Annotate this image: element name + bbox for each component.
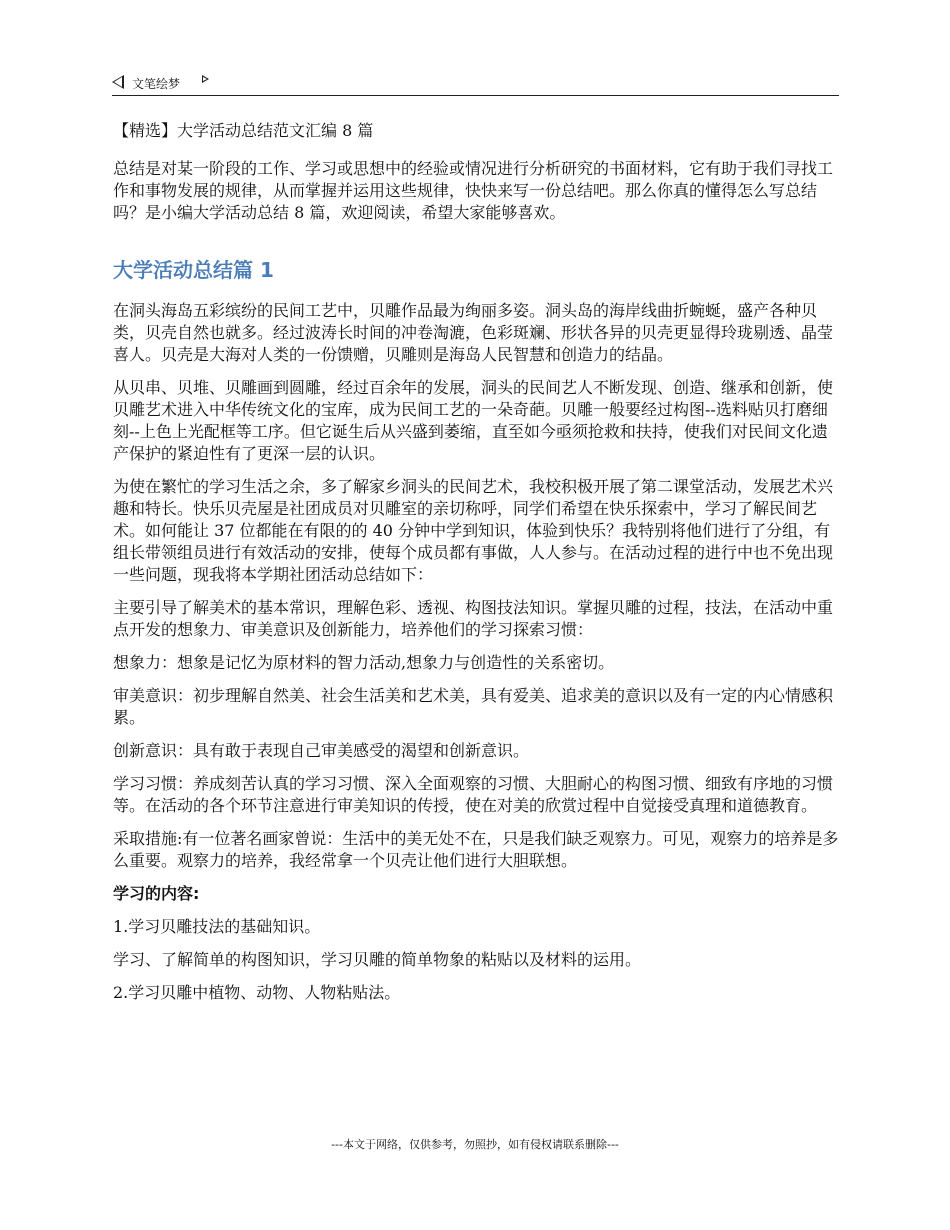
triangle-left-icon (112, 75, 124, 89)
document-body (113, 120, 843, 1015)
page-header (112, 70, 839, 96)
list-item: 学习、了解简单的构图知识，学习贝雕的简单物象的粘贴以及材料的运用。 (113, 950, 642, 969)
subheading: 学习的内容: (113, 884, 200, 903)
header-brand: 文笔绘梦 (132, 77, 181, 91)
paragraph: 审美意识：初步理解自然美、社会生活美和艺术美，具有爱美、追求美的意识以及有一定的内心情感积累。 (113, 686, 834, 727)
list-item: 2.学习贝雕中植物、动物、人物粘贴法。 (113, 983, 401, 1002)
section-heading: 大学活动总结篇 1 (113, 258, 274, 282)
paragraph: 为使在繁忙的学习生活之余，多了解家乡洞头的民间艺术，我校积极开展了第二课堂活动，发展艺术兴趣和特长。快乐贝壳屋是社团成员对贝雕室的亲切称呼，同学们希望在快乐探索中，学习了解民间艺术。如何能让 37 位都能在有限的的 40 分钟中学到知识，体验到快乐？我特别将他们进行了分组，有组长带领组员进行有效活动的安排，使每个成员都有事做，人人参与。在活动过程的进行中也不免出现一些问题，现我将本学期社团活动总结如下： (113, 477, 834, 584)
footer-notice: ---本文于网络，仅供参考，勿照抄，如有侵权请联系删除--- (331, 1138, 619, 1151)
paragraph: 主要引导了解美术的基本常识，理解色彩、透视、构图技法知识。掌握贝雕的过程，技法，在活动中重点开发的想象力、审美意识及创新能力，培养他们的学习探索习惯： (113, 598, 834, 639)
intro-paragraph: 总结是对某一阶段的工作、学习或思想中的经验或情况进行分析研究的书面材料，它有助于我们寻找工作和事物发展的规律，从而掌握并运用这些规律，快快来写一份总结吧。那么你真的懂得怎么写总结吗？是小编大学活动总结 8 篇，欢迎阅读，希望大家能够喜欢。 (113, 159, 834, 222)
paragraph: 采取措施:有一位著名画家曾说：生活中的美无处不在，只是我们缺乏观察力。可见，观察力的培养是多么重要。观察力的培养，我经常拿一个贝壳让他们进行大胆联想。 (113, 829, 839, 870)
paragraph: 想象力：想象是记忆为原材料的智力活动,想象力与创造性的关系密切。 (113, 653, 615, 672)
paragraph: 创新意识：具有敢于表现自己审美感受的渴望和创新意识。 (113, 741, 530, 760)
paragraph: 在洞头海岛五彩缤纷的民间工艺中，贝雕作品最为绚丽多姿。洞头岛的海岸线曲折蜿蜒，盛产各种贝类，贝壳自然也就多。经过波涛长时间的冲卷淘漉，色彩斑斓、形状各异的贝壳更显得玲珑剔透、晶莹喜人。贝壳是大海对人类的一份馈赠，贝雕则是海岛人民智慧和创造力的结晶。 (113, 301, 834, 364)
triangle-right-icon (202, 75, 209, 83)
list-item: 1.学习贝雕技法的基础知识。 (113, 917, 321, 936)
paragraph: 从贝串、贝堆、贝雕画到圆雕，经过百余年的发展，洞头的民间艺人不断发现、创造、继承和创新，使贝雕艺术进入中华传统文化的宝库，成为民间工艺的一朵奇葩。贝雕一般要经过构图--选料贴贝打磨细刻--上色上光配框等工序。但它诞生后从兴盛到萎缩，直至如今亟须抢救和扶持，使我们对民间文化遗产保护的紧迫性有了更深一层的认识。 (113, 378, 834, 463)
paragraph: 学习习惯：养成刻苦认真的学习习惯、深入全面观察的习惯、大胆耐心的构图习惯、细致有序地的习惯等。在活动的各个环节注意进行审美知识的传授，使在对美的欣赏过程中自觉接受真理和道德教育。 (113, 774, 834, 815)
document-title: 【精选】大学活动总结范文汇编 8 篇 (113, 121, 374, 140)
